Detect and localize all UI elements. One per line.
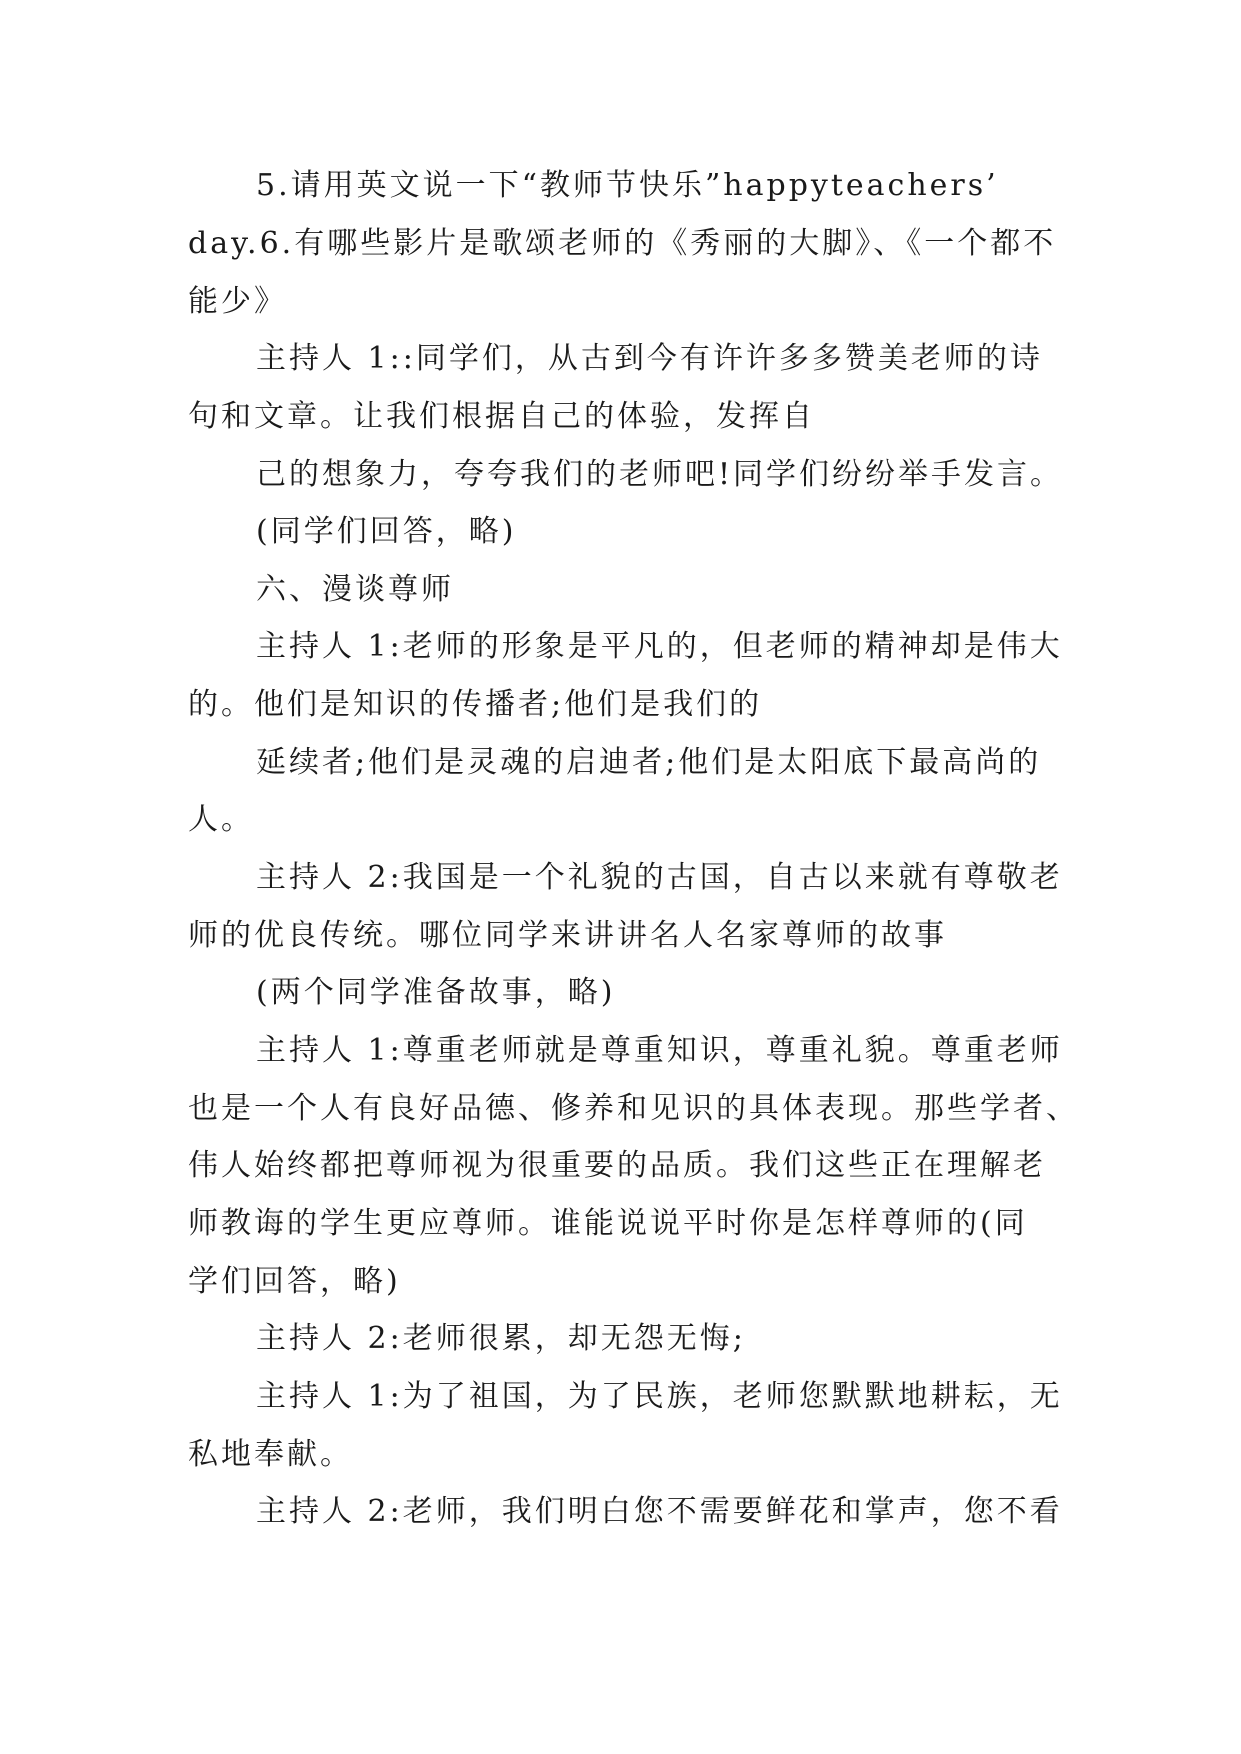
- text-line: (两个同学准备故事，略): [256, 975, 616, 1010]
- text-line: (同学们回答，略): [256, 514, 517, 549]
- text-line: 主持人 1:老师的形象是平凡的，但老师的精神却是伟大: [256, 629, 1063, 664]
- text-line: day.6.有哪些影片是歌颂老师的《秀丽的大脚》、《一个都不: [188, 226, 1057, 261]
- text-line: 主持人 1::同学们，从古到今有许许多多赞美老师的诗: [256, 341, 1043, 376]
- text-line: 5.请用英文说一下“教师节快乐”happyteachers’: [256, 168, 999, 203]
- text-line: 人。: [188, 802, 254, 837]
- text-line: 也是一个人有良好品德、修养和见识的具体表现。那些学者、: [188, 1091, 1079, 1126]
- text-line: 延续者;他们是灵魂的启迪者;他们是太阳底下最高尚的: [256, 745, 1042, 780]
- text-line: 的。他们是知识的传播者;他们是我们的: [188, 687, 763, 722]
- text-line: 主持人 1:尊重老师就是尊重知识，尊重礼貌。尊重老师: [256, 1033, 1063, 1068]
- text-line: 伟人始终都把尊师视为很重要的品质。我们这些正在理解老: [188, 1148, 1046, 1183]
- text-line: 主持人 1:为了祖国，为了民族，老师您默默地耕耘，无: [256, 1379, 1063, 1414]
- text-line: 师教诲的学生更应尊师。谁能说说平时你是怎样尊师的(同: [188, 1206, 1028, 1241]
- text-line: 能少》: [188, 284, 287, 319]
- text-line: 主持人 2:我国是一个礼貌的古国，自古以来就有尊敬老: [256, 860, 1063, 895]
- text-line: 学们回答，略): [188, 1264, 401, 1299]
- text-line: 己的想象力，夸夸我们的老师吧!同学们纷纷举手发言。: [256, 457, 1064, 492]
- text-line: 私地奉献。: [188, 1437, 353, 1472]
- text-line: 主持人 2:老师，我们明白您不需要鲜花和掌声，您不看: [256, 1494, 1063, 1529]
- section-heading: 六、漫谈尊师: [256, 572, 454, 607]
- text-line: 师的优良传统。哪位同学来讲讲名人名家尊师的故事: [188, 918, 947, 953]
- text-line: 句和文章。让我们根据自己的体验，发挥自: [188, 399, 815, 434]
- text-line: 主持人 2:老师很累，却无怨无悔;: [256, 1321, 746, 1356]
